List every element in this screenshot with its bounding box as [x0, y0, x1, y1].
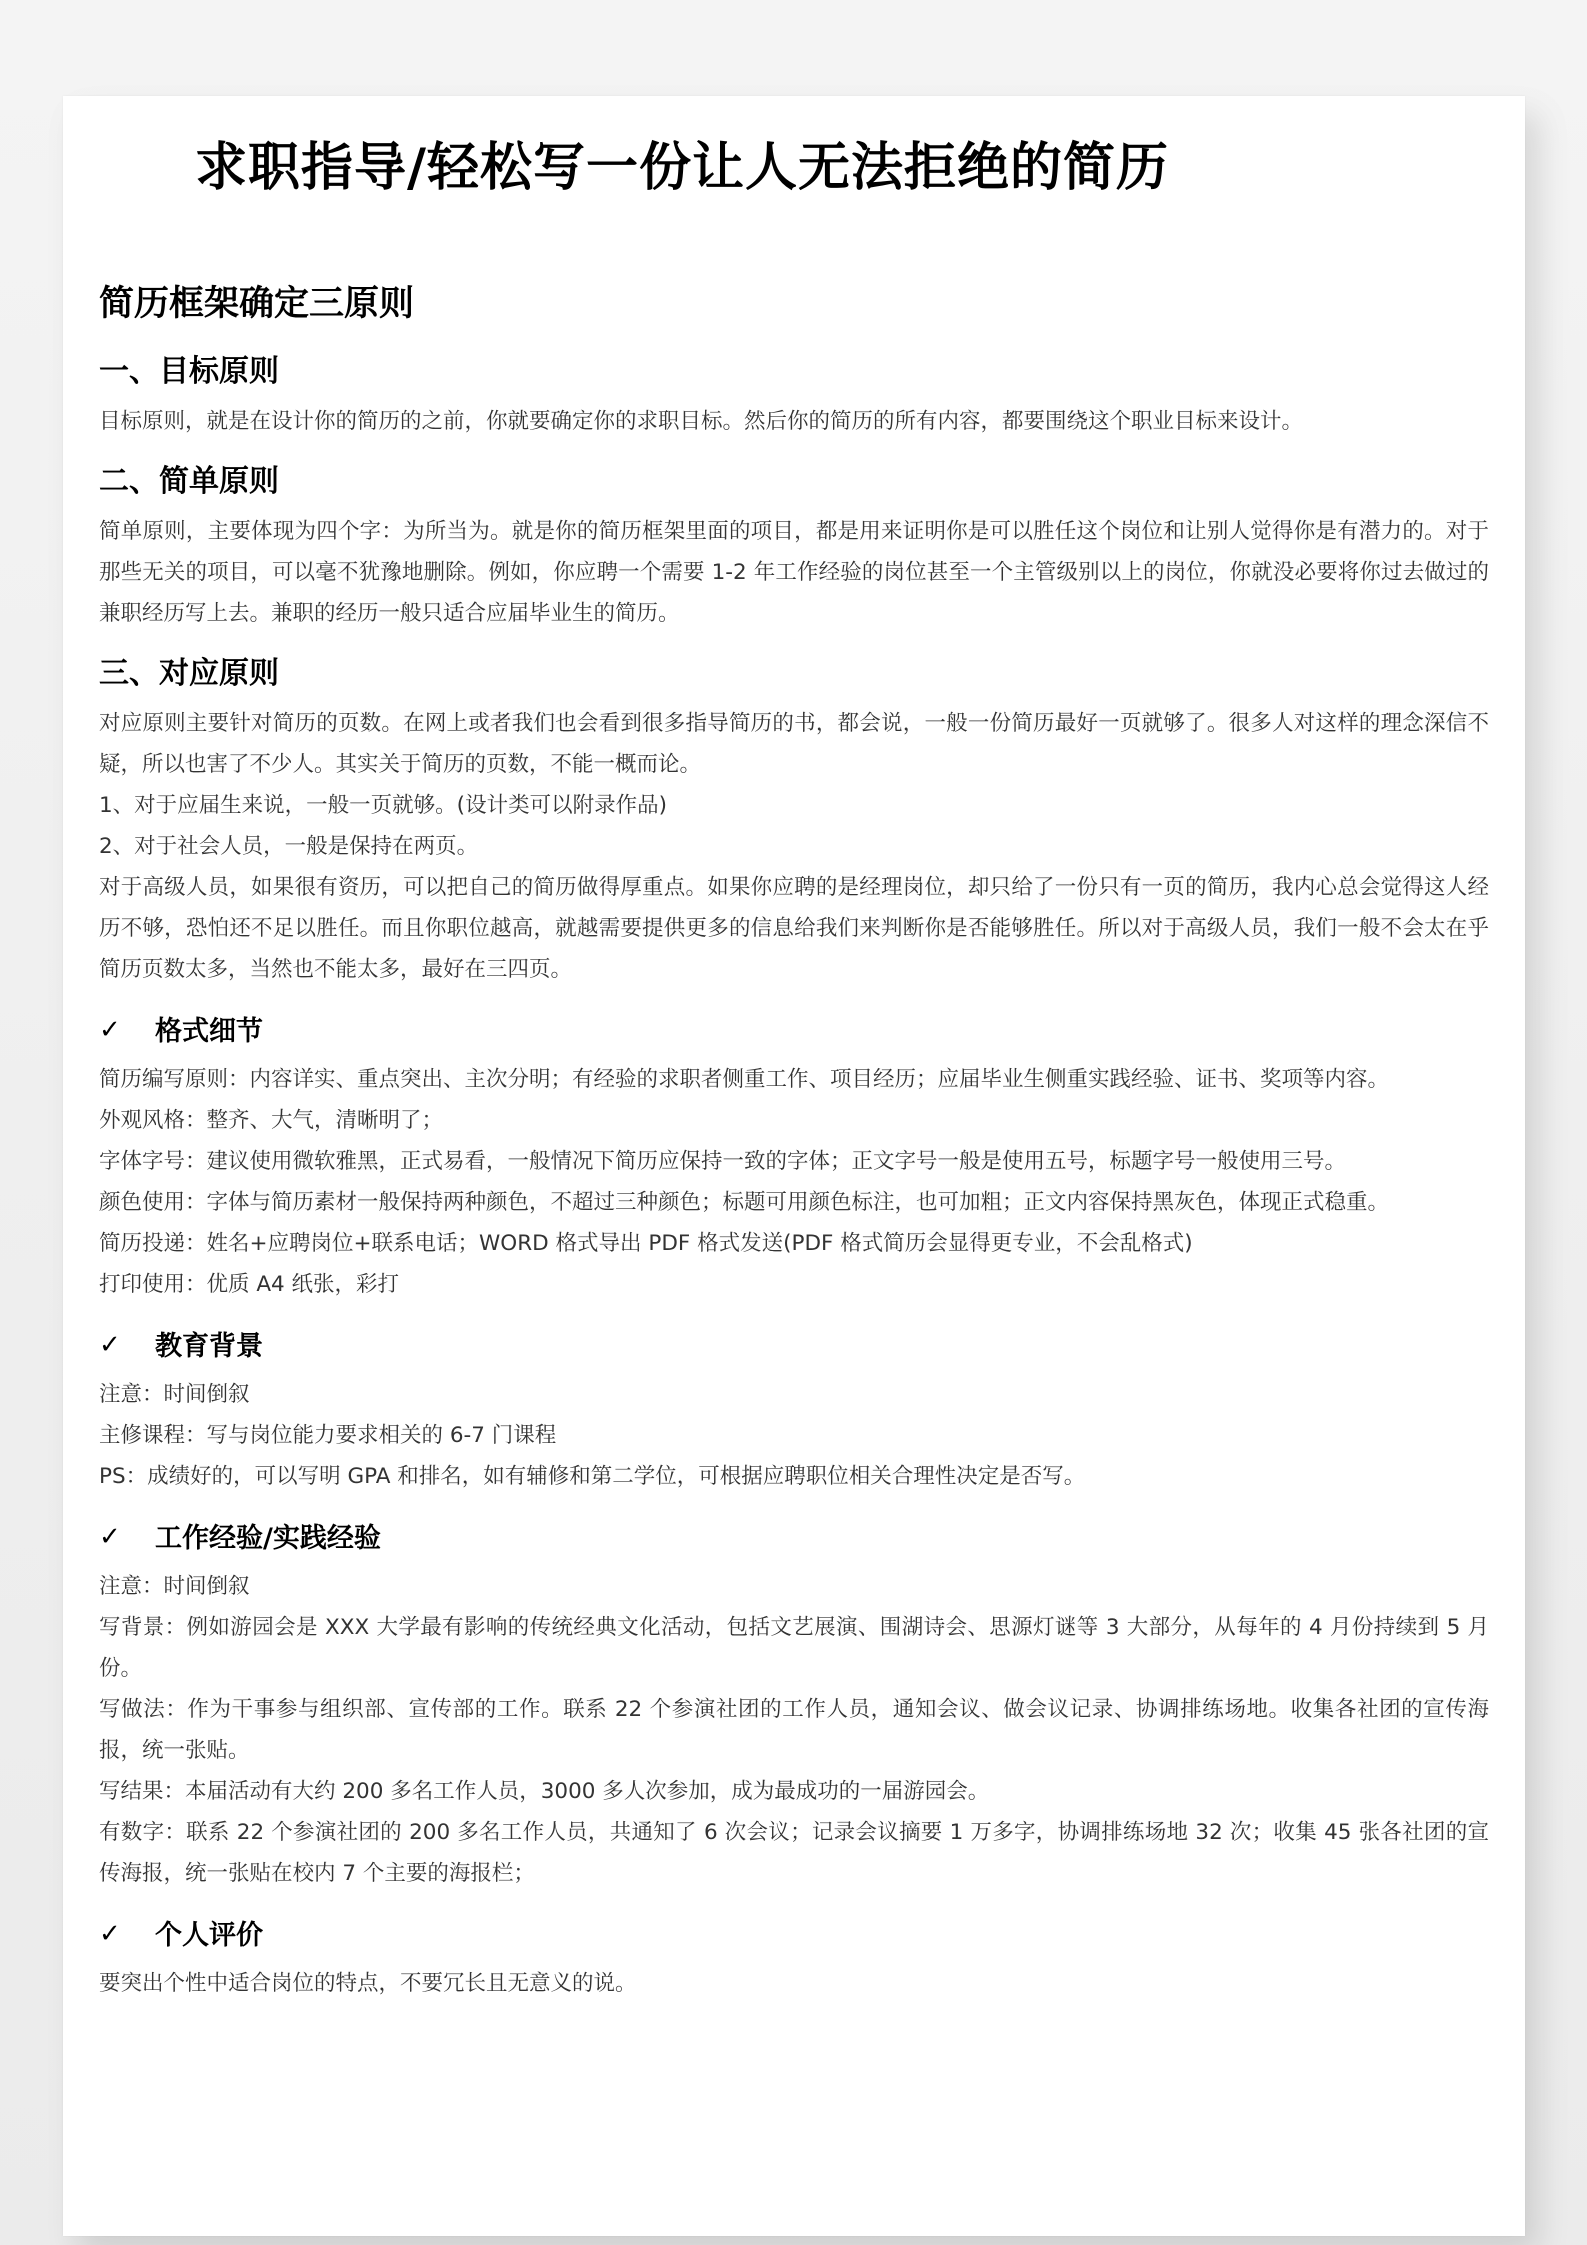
checklist-heading-label: 工作经验/实践经验: [155, 1522, 381, 1554]
paragraph: 颜色使用：字体与简历素材一般保持两种颜色，不超过三种颜色；标题可用颜色标注，也可加粗；正文内容保持黑灰色，体现正式稳重。: [99, 1189, 1390, 1215]
paragraph: 注意：时间倒叙: [99, 1381, 250, 1407]
checklist-heading: [99, 1521, 1489, 1556]
checkmark-icon: ✓: [99, 1330, 121, 1361]
paragraph: 2、对于社会人员，一般是保持在两页。: [99, 833, 479, 859]
checklist-heading-label: 个人评价: [155, 1919, 263, 1951]
checklist-heading: [99, 1014, 1489, 1049]
paragraph: 对于高级人员，如果很有资历，可以把自己的简历做得厚重点。如果你应聘的是经理岗位，却只给了一份只有一页的简历，我内心总会觉得这人经历不够，恐怕还不足以胜任。而且你职位越高，就越需要提供更多的信息给我们来判断你是否能够胜任。所以对于高级人员，我们一般不会太在乎简历页数太多，当然也不能太多，最好在三四页。: [99, 874, 1489, 982]
checkmark-icon: ✓: [99, 1015, 121, 1046]
paragraph: 注意：时间倒叙: [99, 1573, 250, 1599]
checklist-heading-label: 教育背景: [155, 1330, 263, 1362]
checkmark-icon: ✓: [99, 1919, 121, 1950]
paragraph: 简历编写原则：内容详实、重点突出、主次分明；有经验的求职者侧重工作、项目经历；应届毕业生侧重实践经验、证书、奖项等内容。: [99, 1066, 1390, 1092]
paragraph: 1、对于应届生来说，一般一页就够。(设计类可以附录作品): [99, 792, 667, 818]
document-title: 求职指导/轻松写一份让人无法拒绝的简历: [195, 138, 1169, 198]
paragraph: 简历投递：姓名+应聘岗位+联系电话；WORD 格式导出 PDF 格式发送(PDF 格式简历会显得更专业，不会乱格式): [99, 1230, 1193, 1256]
document-page: [63, 96, 1525, 2236]
section-title: 简历框架确定三原则: [99, 284, 415, 324]
paragraph: 外观风格：整齐、大气，清晰明了；: [99, 1107, 444, 1133]
paragraph: 目标原则，就是在设计你的简历的之前，你就要确定你的求职目标。然后你的简历的所有内容，都要围绕这个职业目标来设计。: [99, 408, 1304, 434]
paragraph: 写结果：本届活动有大约 200 多名工作人员，3000 多人次参加，成为最成功的一届游园会。: [99, 1778, 990, 1804]
paragraph: 打印使用：优质 A4 纸张，彩打: [99, 1271, 400, 1297]
checklist-heading: [99, 1918, 1489, 1953]
checklist-heading-label: 格式细节: [155, 1015, 263, 1047]
paragraph: 简单原则，主要体现为四个字：为所当为。就是你的简历框架里面的项目，都是用来证明你是可以胜任这个岗位和让别人觉得你是有潜力的。对于那些无关的项目，可以毫不犹豫地删除。例如，你应聘一个需要 1-2 年工作经验的岗位甚至一个主管级别以上的岗位，你就没必要将你过去做过的兼职经历写上去。兼职的经历一般只适合应届毕业生的简历。: [99, 518, 1489, 626]
checkmark-icon: ✓: [99, 1522, 121, 1553]
paragraph: 要突出个性中适合岗位的特点，不要冗长且无意义的说。: [99, 1970, 637, 1996]
paragraph: 写背景：例如游园会是 XXX 大学最有影响的传统经典文化活动，包括文艺展演、围湖诗会、思源灯谜等 3 大部分，从每年的 4 月份持续到 5 月份。: [99, 1614, 1489, 1681]
paragraph: 对应原则主要针对简历的页数。在网上或者我们也会看到很多指导简历的书，都会说，一般一份简历最好一页就够了。很多人对这样的理念深信不疑，所以也害了不少人。其实关于简历的页数，不能一概而论。: [99, 710, 1489, 777]
principle-heading: 二、简单原则: [99, 463, 279, 499]
principle-heading: 一、目标原则: [99, 353, 279, 389]
checklist-heading: [99, 1329, 1489, 1364]
principle-heading: 三、对应原则: [99, 655, 279, 691]
paragraph: PS：成绩好的，可以写明 GPA 和排名，如有辅修和第二学位，可根据应聘职位相关合理性决定是否写。: [99, 1463, 1086, 1489]
paragraph: 有数字：联系 22 个参演社团的 200 多名工作人员，共通知了 6 次会议；记录会议摘要 1 万多字，协调排练场地 32 次；收集 45 张各社团的宣传海报，统一张贴在校内 7 个主要的海报栏；: [99, 1819, 1489, 1886]
paragraph: 字体字号：建议使用微软雅黑，正式易看，一般情况下简历应保持一致的字体；正文字号一般是使用五号，标题字号一般使用三号。: [99, 1148, 1347, 1174]
paragraph: 写做法：作为干事参与组织部、宣传部的工作。联系 22 个参演社团的工作人员，通知会议、做会议记录、协调排练场地。收集各社团的宣传海报，统一张贴。: [99, 1696, 1489, 1763]
paragraph: 主修课程：写与岗位能力要求相关的 6-7 门课程: [99, 1422, 557, 1448]
